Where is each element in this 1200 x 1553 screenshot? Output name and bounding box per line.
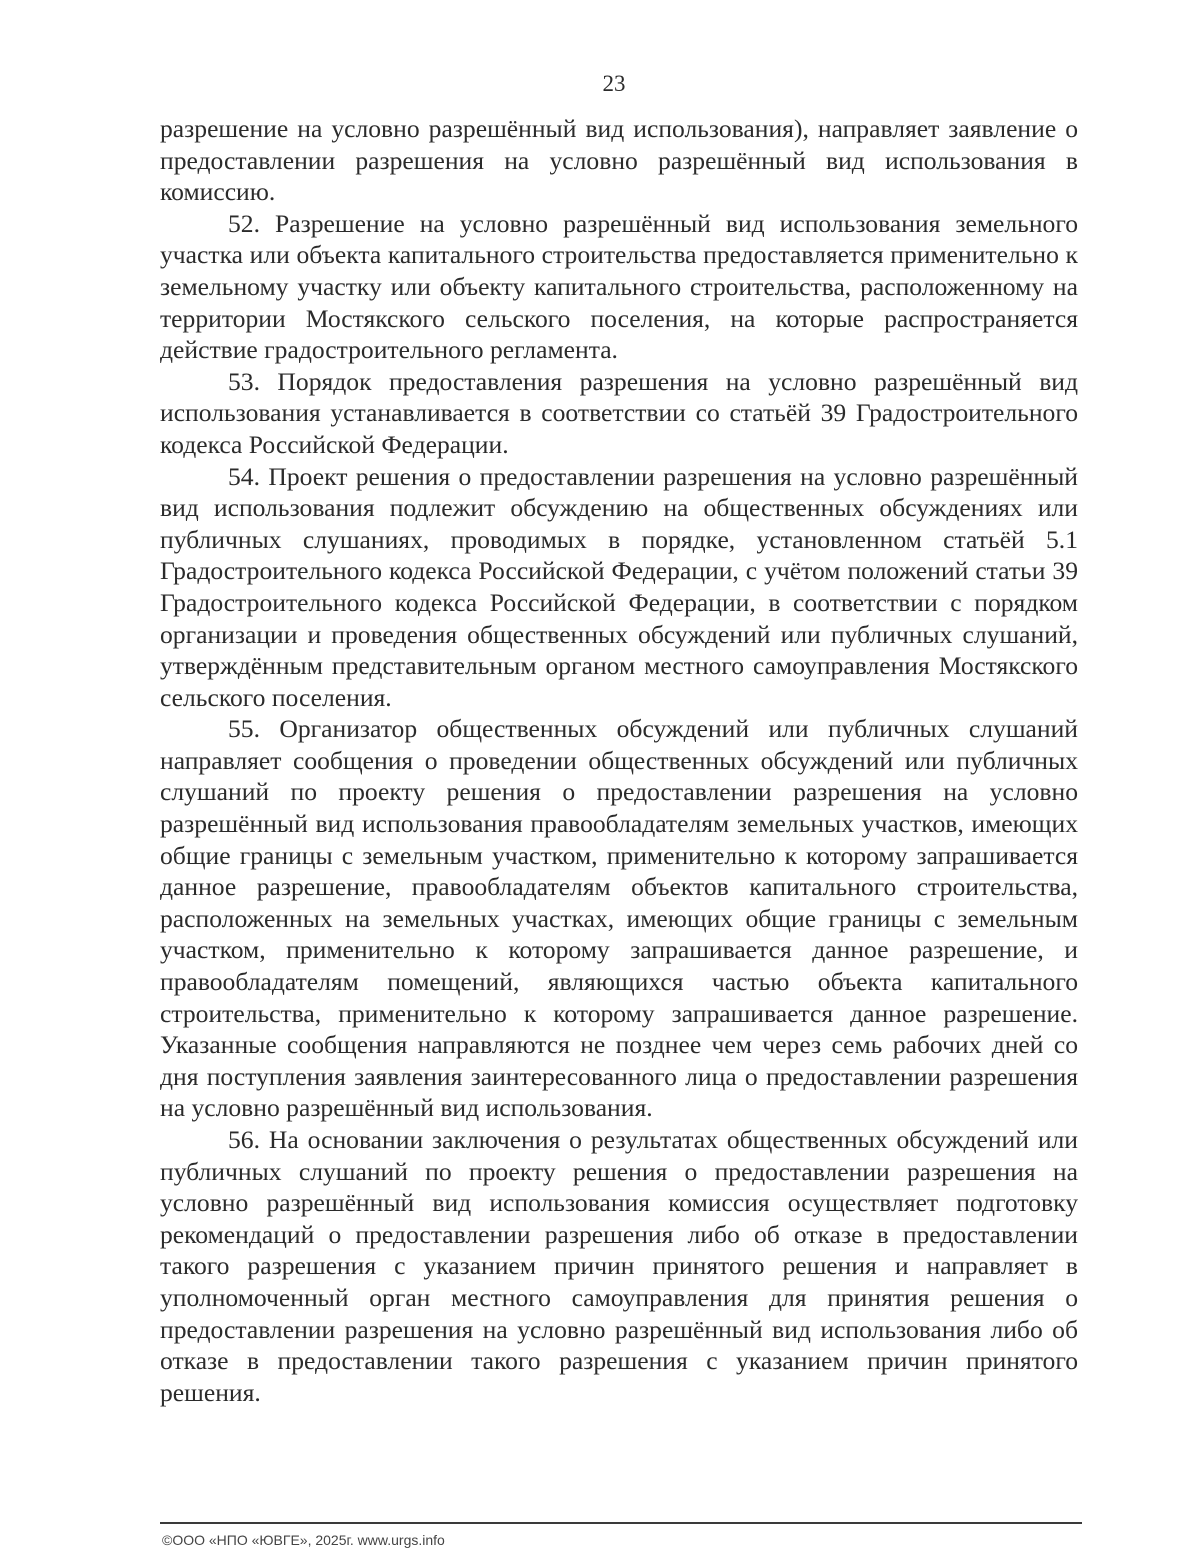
footer-copyright: ©ООО «НПО «ЮВГЕ», 2025г. www.urgs.info — [162, 1532, 445, 1548]
footer-divider — [160, 1522, 1082, 1524]
paragraph-54: 54. Проект решения о предоставлении разрешения на условно разрешённый вид использования подлежит обсуждению на общественных обсуждениях или публичных слушаниях, проводимых в порядке, установленном статьёй 5.1 Градостроительного кодекса Российской Федерации, с учётом положений статьи 39 Градостроительного кодекса Российской Федерации, в соответствии с порядком организации и проведения общественных обсуждений или публичных слушаний, утверждённым представительным органом местного самоуправления Мостякского сельского поселения. — [160, 461, 1078, 712]
paragraph-52: 52. Разрешение на условно разрешённый вид использования земельного участка или объекта капитального строительства предоставляется применительно к земельному участку или объекту капитального строительства, расположенному на территории Мостякского сельского поселения, на которые распространяется действие градостроительного регламента. — [160, 208, 1078, 365]
paragraph-56: 56. На основании заключения о результатах общественных обсуждений или публичных слушаний по проекту решения о предоставлении разрешения на условно разрешённый вид использования комиссия осуществляет подготовку рекомендаций о предоставлении разрешения либо об отказе в предоставлении такого разрешения с указанием причин принятого решения и направляет в уполномоченный орган местного самоуправления для принятия решения о предоставлении разрешения на условно разрешённый вид использования либо об отказе в предоставлении такого разрешения с указанием причин принятого решения. — [160, 1125, 1078, 1407]
document-body — [160, 113, 1078, 1408]
paragraph-continuation: разрешение на условно разрешённый вид использования), направляет заявление о предоставлении разрешения на условно разрешённый вид использования в комиссию. — [160, 114, 1078, 207]
paragraph-53: 53. Порядок предоставления разрешения на условно разрешённый вид использования устанавливается в соответствии со статьёй 39 Градостроительного кодекса Российской Федерации. — [160, 366, 1078, 459]
paragraph-55: 55. Организатор общественных обсуждений или публичных слушаний направляет сообщения о проведении общественных обсуждений или публичных слушаний по проекту решения о предоставлении разрешения на условно разрешённый вид использования правообладателям земельных участков, имеющих общие границы с земельным участком, применительно к которому запрашивается данное разрешение, правообладателям объектов капитального строительства, расположенных на земельных участках, имеющих общие границы с земельным участком, применительно к которому запрашивается данное разрешение, и правообладателям помещений, являющихся частью объекта капитального строительства, применительно к которому запрашивается данное разрешение. Указанные сообщения направляются не позднее чем через семь рабочих дней со дня поступления заявления заинтересованного лица о предоставлении разрешения на условно разрешённый вид использования. — [160, 714, 1078, 1123]
page-number: 23 — [602, 71, 626, 96]
